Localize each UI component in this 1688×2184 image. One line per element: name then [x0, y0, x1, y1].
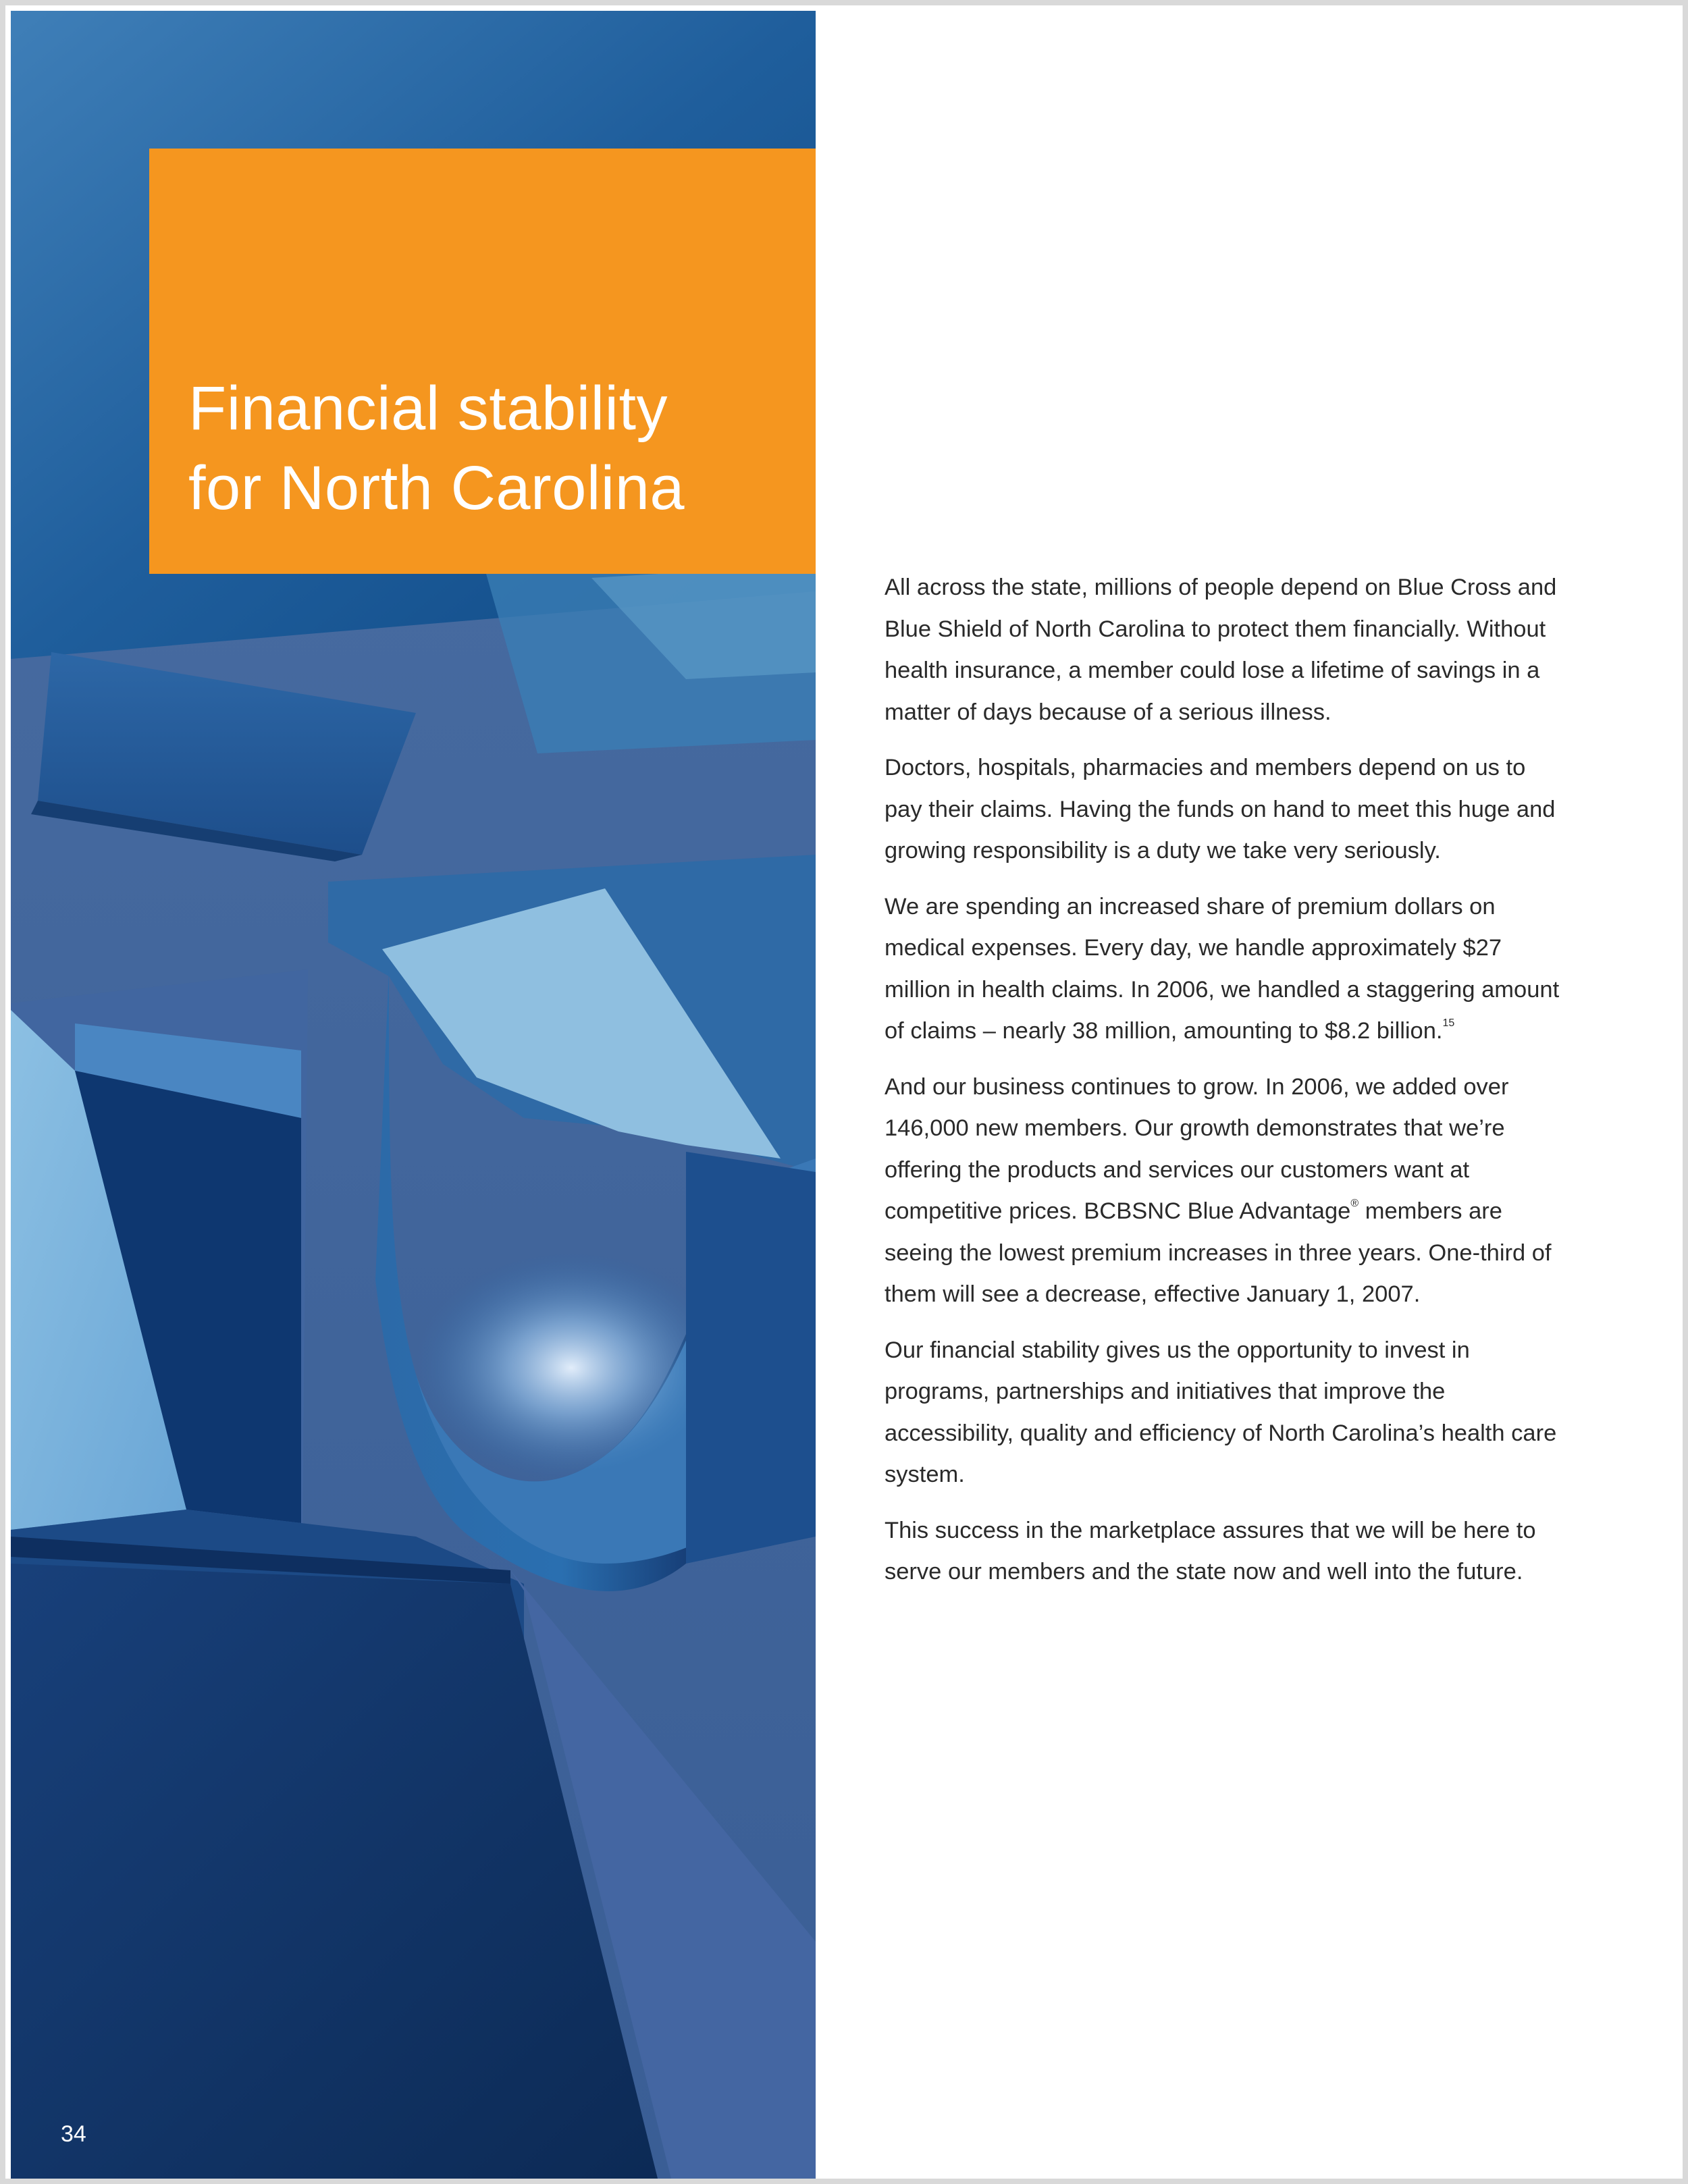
- paragraph-2: Doctors, hospitals, pharmacies and members depend on us to pay their claims. Having the funds on hand to meet this huge and growing responsibility is a duty we take very seriously.: [885, 755, 1556, 863]
- paragraph-1: All across the state, millions of people depend on Blue Cross and Blue Shield of North Carolina to protect them financially. Without health insurance, a member could lose a lifetime of savings in a matter of days because of a serious illness.: [885, 575, 1557, 725]
- title-line-2: for North Carolina: [188, 454, 685, 523]
- paragraph-5: Our financial stability gives us the opportunity to invest in programs, partnerships and initiatives that improve the accessibility, quality and efficiency of North Carolina’s health care system.: [885, 1337, 1557, 1487]
- paragraph-6: This success in the marketplace assures that we will be here to serve our members and the state now and well into the future.: [885, 1517, 1536, 1584]
- registered-mark: ®: [1350, 1198, 1359, 1209]
- title-line-1: Financial stability: [188, 374, 668, 443]
- paragraph-3: [885, 886, 1566, 1053]
- paragraph-4: [885, 1067, 1566, 1316]
- page-title: [188, 369, 685, 528]
- paragraph-4-text-b: members are seeing the lowest premium increases in three years. One-third of them will see a decrease, effective January 1, 2007.: [885, 1198, 1552, 1307]
- paragraph-4-text-a: And our business continues to grow. In 2006, we added over 146,000 new members. Our growth demonstrates that we’re offering the products and services our customers want at competitive prices. BCBSNC Blue Advantage: [885, 1073, 1509, 1224]
- title-box: [149, 149, 816, 574]
- paragraph-3-text: We are spending an increased share of premium dollars on medical expenses. Every day, we handle approximately $27 million in health claims. In 2006, we handled a staggering amount of claims – nearly 38 million, amounting to $8.2 billion.: [885, 893, 1560, 1044]
- page-number: 34: [61, 2121, 86, 2147]
- footnote-marker: 15: [1442, 1017, 1455, 1029]
- body-text: [885, 567, 1566, 1607]
